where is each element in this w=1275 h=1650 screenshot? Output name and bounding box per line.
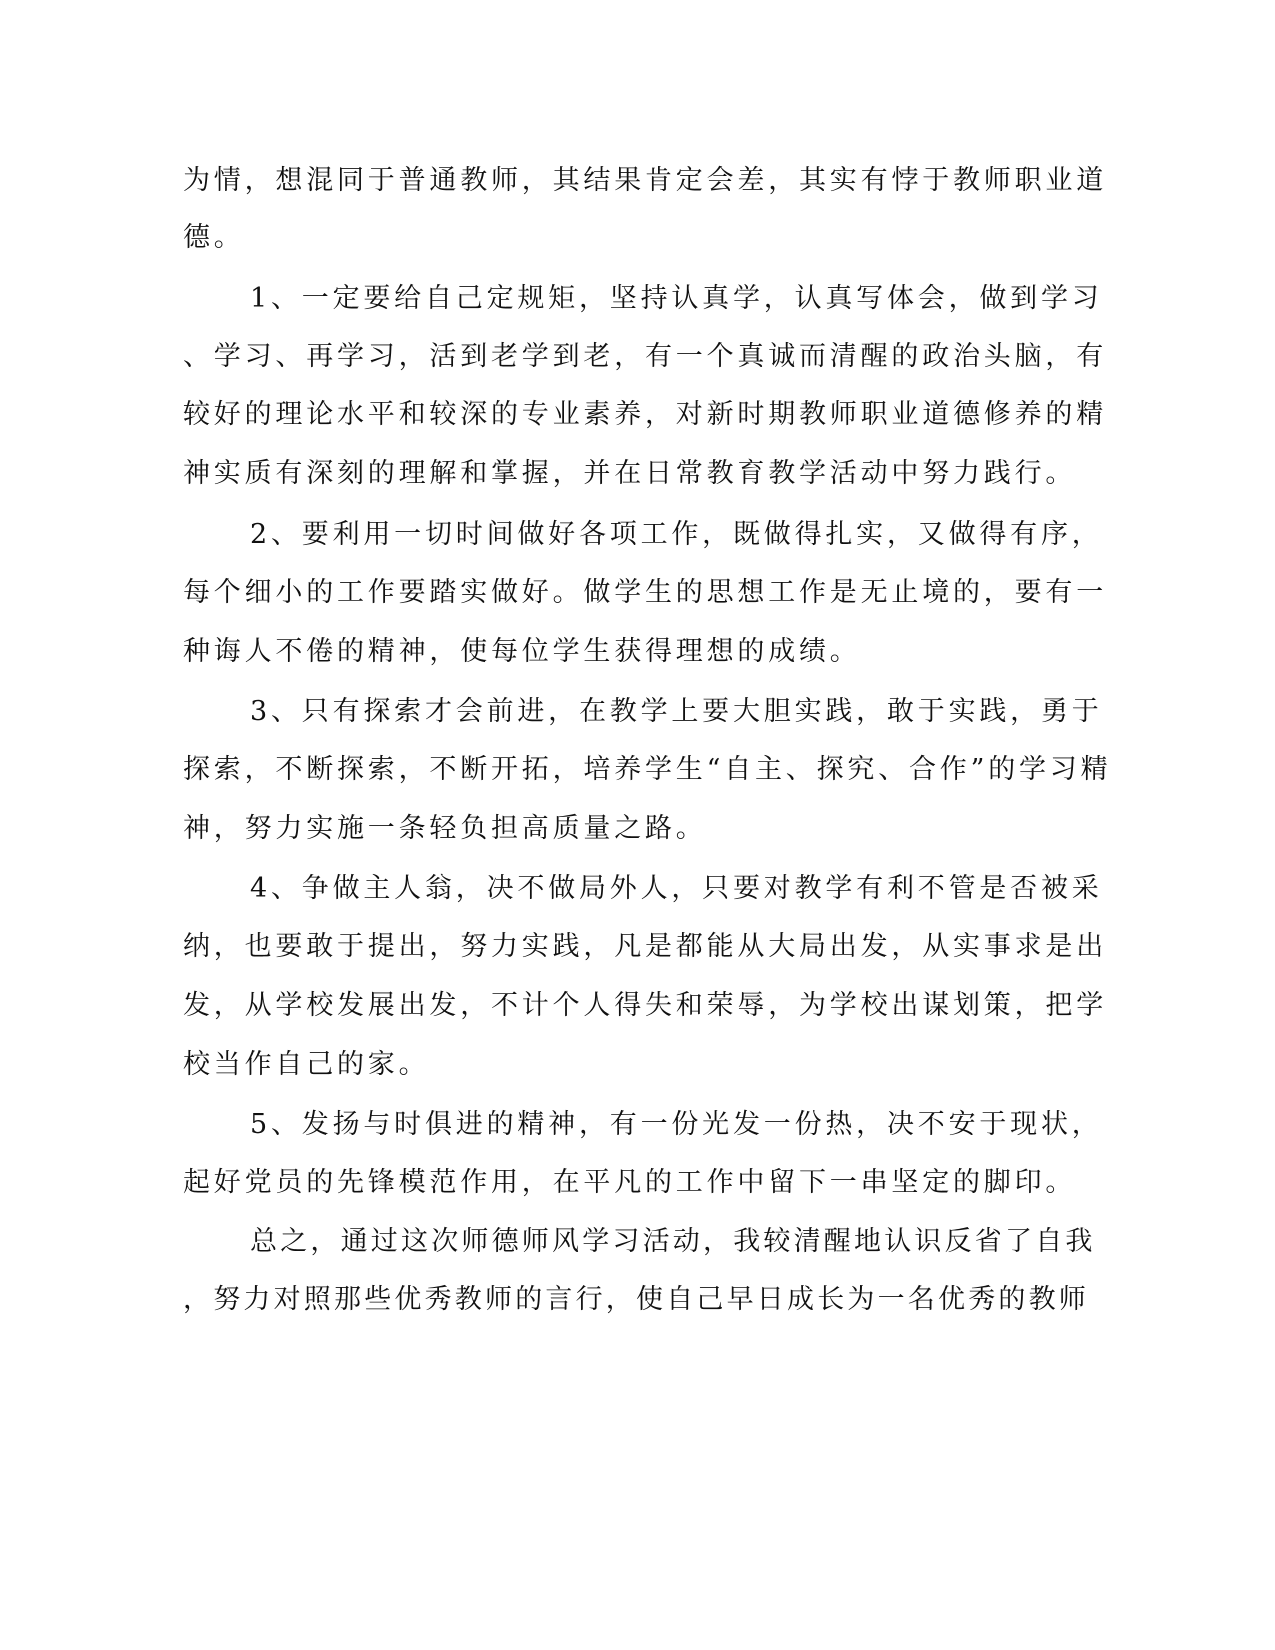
text-line: ，努力对照那些优秀教师的言行，使自己早日成长为一名优秀的教师 [183, 1284, 1089, 1315]
text-line: 每个细小的工作要踏实做好。做学生的思想工作是无止境的，要有一 [183, 577, 1107, 608]
paragraph-5-start: 5、发扬与时俱进的精神，有一份光发一份热，决不安于现状， [250, 1109, 1103, 1140]
text-line: 、学习、再学习，活到老学到老，有一个真诚而清醒的政治头脑，有 [183, 341, 1107, 372]
text-line: 起好党员的先锋模范作用，在平凡的工作中留下一串坚定的脚印。 [183, 1167, 1077, 1198]
text-line: 发，从学校发展出发，不计个人得失和荣辱，为学校出谋划策，把学 [183, 990, 1107, 1021]
text-line: 为情，想混同于普通教师，其结果肯定会差，其实有悖于教师职业道 [183, 165, 1107, 196]
text-line: 德。 [183, 222, 245, 253]
text-line: 较好的理论水平和较深的专业素养，对新时期教师职业道德修养的精 [183, 399, 1107, 430]
text-line: 校当作自己的家。 [183, 1049, 430, 1080]
text-line: 神，努力实施一条轻负担高质量之路。 [183, 813, 707, 844]
text-line: 纳，也要敢于提出，努力实践，凡是都能从大局出发，从实事求是出 [183, 931, 1107, 962]
paragraph-2-start: 2、要利用一切时间做好各项工作，既做得扎实，又做得有序， [250, 519, 1103, 550]
paragraph-4-start: 4、争做主人翁，决不做局外人，只要对教学有利不管是否被采 [250, 873, 1103, 904]
paragraph-1-start: 1、一定要给自己定规矩，坚持认真学，认真写体会，做到学习 [250, 283, 1103, 314]
text-line: 神实质有深刻的理解和掌握，并在日常教育教学活动中努力践行。 [183, 458, 1077, 489]
paragraph-3-start: 3、只有探索才会前进，在教学上要大胆实践，敢于实践，勇于 [250, 696, 1103, 727]
text-line: 探索，不断探索，不断开拓，培养学生“自主、探究、合作”的学习精 [183, 754, 1112, 785]
text-line: 种诲人不倦的精神，使每位学生获得理想的成绩。 [183, 636, 861, 667]
conclusion-start: 总之，通过这次师德师风学习活动，我较清醒地认识反省了自我 [250, 1226, 1096, 1257]
